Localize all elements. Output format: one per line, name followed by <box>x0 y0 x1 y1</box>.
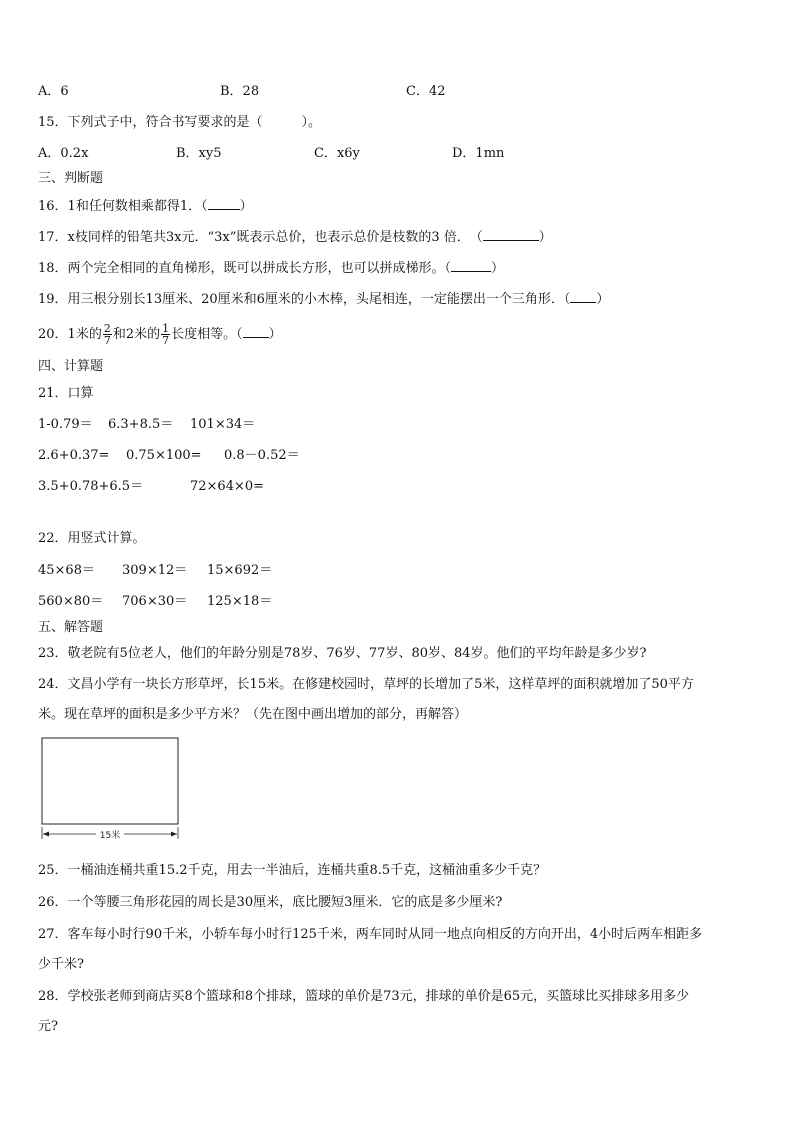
q22-item: 706×30＝ <box>122 594 188 609</box>
q18-answer-blank[interactable] <box>451 259 491 272</box>
q19-text: 19．用三根分别长13厘米、20厘米和6厘米的小木棒，头尾相连，一定能摆出一个三角形．（ <box>38 292 571 307</box>
q20-text-a: 20．1米的 <box>38 327 102 342</box>
q20 <box>38 322 282 348</box>
q21-item: 1-0.79＝ <box>38 417 93 432</box>
q15-option-c: C．x6y <box>314 146 360 161</box>
q23: 23．敬老院有5位老人，他们的年龄分别是78岁、76岁、77岁、80岁、84岁。他们的平均年龄是多少岁? <box>38 646 647 661</box>
q28-line-1: 28．学校张老师到商店买8个篮球和8个排球，篮球的单价是73元，排球的单价是65元，买篮球比买排球多用多少 <box>38 989 690 1004</box>
q14-option-a: A．6 <box>38 84 69 99</box>
q20-text-b: 和2米的 <box>112 327 161 342</box>
q20-fraction-1 <box>103 323 112 346</box>
q28-line-2: 元? <box>38 1019 58 1034</box>
q22-item: 309×12＝ <box>122 563 188 578</box>
q22-item: 125×18＝ <box>207 594 273 609</box>
q27-line-1: 27．客车每小时行90千米，小轿车每小时行125千米，两车同时从同一地点向相反的方向开出，4小时后两车相距多 <box>38 927 703 942</box>
dimension-arrow-right <box>171 832 177 837</box>
section-title-solve: 五、解答题 <box>38 620 104 635</box>
q14-option-c: C．42 <box>406 84 446 99</box>
q21-item: 0.8－0.52＝ <box>224 448 300 463</box>
q20-answer-blank[interactable] <box>243 325 269 338</box>
q18-text: 18．两个完全相同的直角梯形，既可以拼成长方形，也可以拼成梯形。（ <box>38 261 452 276</box>
q21-item: 6.3+8.5＝ <box>108 417 174 432</box>
q16-answer-blank[interactable] <box>208 197 240 210</box>
q20-fraction-2-denominator: 7 <box>162 334 170 347</box>
q26: 26．一个等腰三角形花园的周长是30厘米，底比腰短3厘米．它的底是多少厘米? <box>38 895 503 910</box>
q24-line-2: 米。现在草坪的面积是多少平方米？（先在图中画出增加的部分，再解答） <box>38 707 468 722</box>
q15-option-b: B．xy5 <box>176 146 222 161</box>
dimension-arrow-left <box>43 832 49 837</box>
q17-text: 17．x枝同样的铅笔共3x元．“3x”既表示总价，也表示总价是枝数的3 倍． （ <box>38 230 483 245</box>
q16-text: 16．1和任何数相乘都得1．（ <box>38 199 208 214</box>
q17-answer-blank[interactable] <box>483 228 539 241</box>
dimension-label: 15米 <box>99 831 121 841</box>
q22-item: 560×80＝ <box>38 594 104 609</box>
q21-item: 0.75×100= <box>126 448 202 463</box>
q21-item: 3.5+0.78+6.5＝ <box>38 479 144 494</box>
q22-item: 45×68＝ <box>38 563 95 578</box>
q21-item: 101×34＝ <box>190 417 256 432</box>
q24-line-1: 24．文昌小学有一块长方形草坪，长15米。在修建校园时，草坪的长增加了5米，这样草坪的面积就增加了50平方 <box>38 677 694 692</box>
q27-line-2: 少千米? <box>38 957 84 972</box>
q18-close: ） <box>491 261 505 276</box>
q19 <box>38 290 609 309</box>
q17 <box>38 228 552 247</box>
q18 <box>38 259 504 278</box>
q20-text-c: 长度相等。（ <box>171 327 243 342</box>
q19-close: ） <box>596 292 610 307</box>
section-title-judge: 三、判断题 <box>38 171 104 186</box>
q22-title: 22．用竖式计算。 <box>38 531 146 546</box>
q20-fraction-2-numerator: 1 <box>162 322 170 335</box>
q17-close: ） <box>538 230 552 245</box>
q21-item: 72×64×0= <box>190 479 265 494</box>
q22-item: 15×692＝ <box>207 563 273 578</box>
q20-fraction-1-denominator: 7 <box>103 334 111 347</box>
q14-option-b: B．28 <box>220 84 260 99</box>
q20-fraction-2 <box>161 323 170 346</box>
q16 <box>38 197 253 216</box>
q15-option-a: A．0.2x <box>38 146 89 161</box>
lawn-rectangle-figure <box>38 735 182 845</box>
q25: 25．一桶油连桶共重15.2千克，用去一半油后，连桶共重8.5千克，这桶油重多少千克？ <box>38 863 547 878</box>
q21-item: 2.6+0.37= <box>38 448 110 463</box>
q20-close: ） <box>268 327 282 342</box>
q20-fraction-1-numerator: 2 <box>103 322 111 335</box>
q15-option-d: D．1mn <box>452 146 505 161</box>
lawn-rectangle <box>42 738 178 824</box>
q16-close: ） <box>239 199 253 214</box>
q21-title: 21．口算 <box>38 386 94 401</box>
section-title-calc: 四、计算题 <box>38 359 104 374</box>
q15-stem: 15．下列式子中，符合书写要求的是（ ）。 <box>38 115 322 130</box>
q19-answer-blank[interactable] <box>570 290 596 303</box>
